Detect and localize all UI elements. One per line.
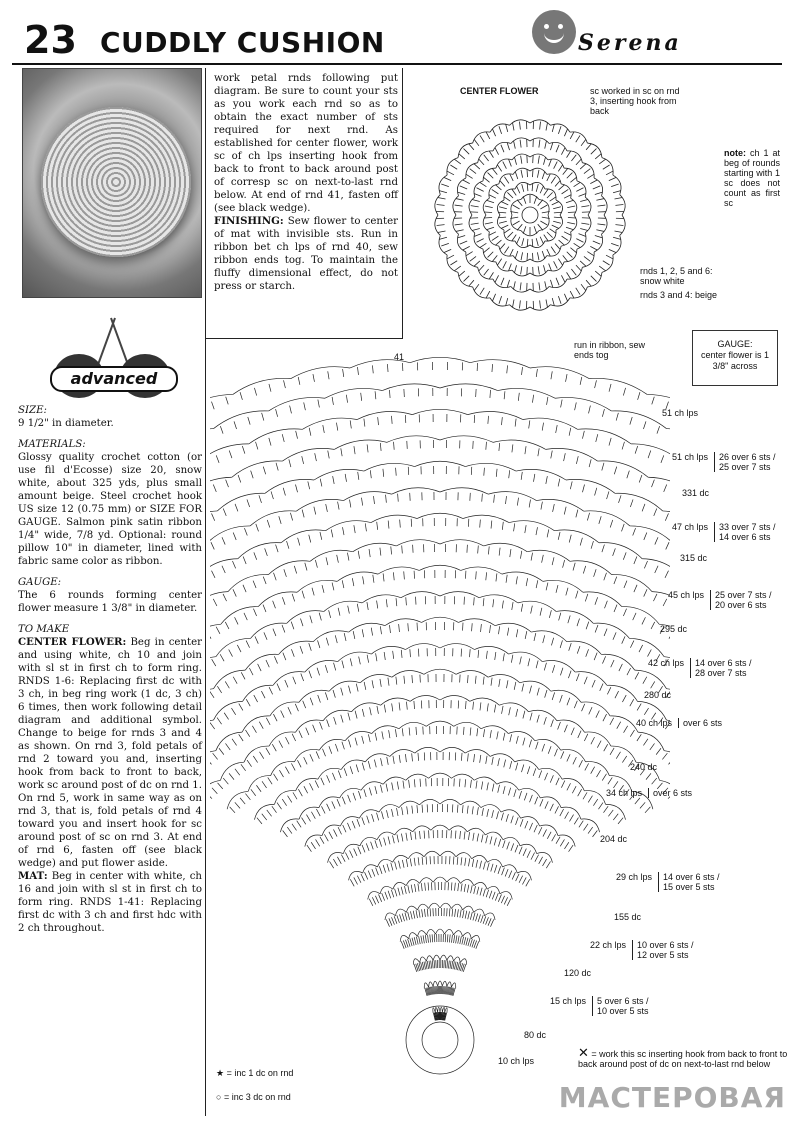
ribbon-callout: run in ribbon, sew ends tog xyxy=(574,340,646,360)
watermark: МАСТЕРОВАЯ xyxy=(558,1081,786,1114)
center-flower-text: Beg in center and using white, ch 10 and join with sl st in first ch to form ring. RNDS 1-6: Replacing first dc with 3 ch, in beg ring work (1 dc, 3 ch) 6 times, then work following detail diagram and additional symbol. Change to beige for rnds 3 and 4 as shown. On rnd 3, fold petals of rnd 2 toward you and, inserting hook from back to front to back, work sc around post of dc on rnd 1. On rnd 5, work in same way as on rnd 3, that is, fold petals of rnd 4 toward you and insert hook for sc around post of sc on rnd 3. At end of rnd 6, fasten off (see black wedge) and put flower aside. xyxy=(18,637,202,869)
skill-badge xyxy=(50,318,190,400)
center-flower-callout: sc worked in sc on rnd 3, inserting hook from back xyxy=(590,86,680,116)
round-label: 51 ch lps 26 over 6 sts / 25 over 7 sts xyxy=(672,452,783,472)
legend-star: ★ = inc 1 dc on rnd xyxy=(216,1068,294,1078)
finishing-label: FINISHING: xyxy=(214,215,284,227)
gauge-box xyxy=(692,330,778,386)
round-label: 45 ch lps 25 over 7 sts / 20 over 6 sts xyxy=(668,590,779,610)
round-label: 10 ch lps xyxy=(498,1056,535,1066)
round-label: 34 ch lps over 6 sts xyxy=(606,788,717,798)
page-title: CUDDLY CUSHION xyxy=(100,26,385,59)
cross-icon: ✕ xyxy=(578,1045,589,1060)
round-label: 51 ch lps xyxy=(662,408,699,418)
center-flower-label: CENTER FLOWER: xyxy=(18,636,127,648)
materials-text: Glossy quality crochet cotton (or use fil d'Ecosse) size 20, snow white, about 325 yds, plus small amount beige. Steel crochet hook US size 12 (0.75 mm) or SIZE FOR GAUGE. Salmon pink satin ribbon 1/4" wide, 7/8 yd. Optional: round pillow 10" in diameter, lined with fabric same color as ribbon. xyxy=(18,452,202,567)
round-label: 47 ch lps 33 over 7 sts / 14 over 6 sts xyxy=(672,522,783,542)
gauge-text: The 6 rounds forming center flower measure 1 3/8" in diameter. xyxy=(18,590,202,614)
brand-logo xyxy=(532,10,752,60)
colors-note-white: rnds 1, 2, 5 and 6: snow white xyxy=(640,266,713,286)
mat-label: MAT: xyxy=(18,870,48,882)
round-label: 240 dc xyxy=(630,762,658,772)
legend-cross: ✕ = work this sc inserting hook from back to front to back around post of dc on next-to-last rnd below xyxy=(578,1045,788,1069)
round-label: 22 ch lps 10 over 6 sts / 12 over 5 sts xyxy=(590,940,701,960)
mat-diagram xyxy=(210,340,670,1090)
size-heading: SIZE: xyxy=(18,405,47,416)
note-label: note: xyxy=(724,148,746,158)
note-text: ch 1 at beg of rounds starting with 1 sc does not count as first sc xyxy=(724,148,780,208)
petal-instructions: work petal rnds following put diagram. Be sure to count your sts as you work each rnd so as to obtain the exact number of sts required for next rnd. As established for center flower, work sc of ch lps inserting hook from back to front to back around post of corresp sc on next-to-last rnd below. At end of rnd 41, fasten off (see black wedge). xyxy=(214,73,398,214)
size-text: 9 1/2" in diameter. xyxy=(18,418,114,429)
to-make-heading: TO MAKE xyxy=(18,624,70,635)
finishing-text: Sew flower to center of mat with invisible sts. Run in ribbon bet ch lps of rnd 40, sew ribbon ends tog. To maintain the fluffy dimensional effect, do not press or starch. xyxy=(214,216,398,292)
round-label: 80 dc xyxy=(524,1030,547,1040)
page-number: 23 xyxy=(24,18,77,62)
cushion-photo xyxy=(22,68,202,298)
round-label: 315 dc xyxy=(680,553,708,563)
smiley-face-icon xyxy=(532,10,576,54)
round-number: 41 xyxy=(394,352,405,362)
round-label: 15 ch lps 5 over 6 sts / 10 over 5 sts xyxy=(550,996,661,1016)
center-flower-title: CENTER FLOWER xyxy=(460,86,539,96)
round-label: 295 dc xyxy=(660,624,688,634)
center-flower-diagram xyxy=(420,100,640,330)
brand-name: Serena xyxy=(578,30,682,56)
round-label: 120 dc xyxy=(564,968,592,978)
round-label: 42 ch lps 14 over 6 sts / 28 over 7 sts xyxy=(648,658,759,678)
mat-text: Beg in center with white, ch 16 and join with sl st in first ch to form ring. RNDS 1-41: Replacing first dc with 3 ch and first hdc with 2 ch throughout. xyxy=(18,871,202,934)
left-column xyxy=(18,404,202,943)
cushion-image xyxy=(41,107,191,257)
column-divider xyxy=(402,68,403,338)
gauge-box-text: center flower is 1 3/8" across xyxy=(700,350,770,371)
circle-icon: ○ xyxy=(216,1092,222,1102)
middle-column xyxy=(214,72,398,293)
header xyxy=(12,8,782,65)
column-divider xyxy=(205,68,206,1116)
round-label: 204 dc xyxy=(600,834,628,844)
round-label: 331 dc xyxy=(682,488,710,498)
round-label: 29 ch lps 14 over 6 sts / 15 over 5 sts xyxy=(616,872,727,892)
round-label: 280 dc xyxy=(644,690,672,700)
round-label: 155 dc xyxy=(614,912,642,922)
materials-heading: MATERIALS: xyxy=(18,439,86,450)
column-divider xyxy=(205,338,403,339)
star-icon: ★ xyxy=(216,1068,225,1078)
round-label: 40 ch lps over 6 sts xyxy=(636,718,747,728)
gauge-heading: GAUGE: xyxy=(18,577,62,588)
skill-badge-label: advanced xyxy=(50,366,178,392)
legend-circle: ○ = inc 3 dc on rnd xyxy=(216,1092,291,1102)
gauge-box-label: GAUGE: xyxy=(717,339,753,349)
colors-note-beige: rnds 3 and 4: beige xyxy=(640,290,718,300)
